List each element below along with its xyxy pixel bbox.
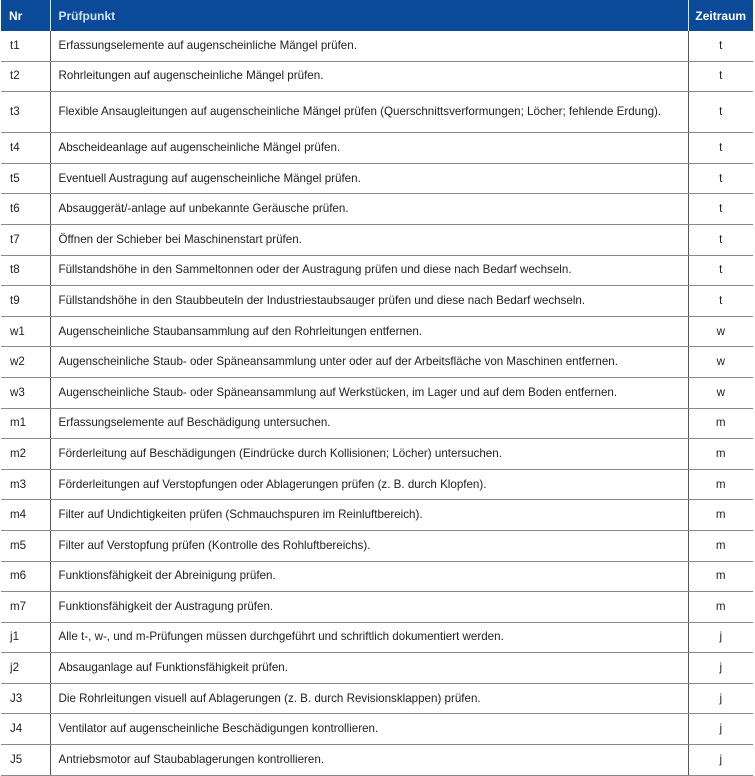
- row-zeitraum: j: [688, 745, 753, 776]
- row-zeitraum: m: [688, 439, 753, 470]
- table-row: [1, 592, 753, 623]
- row-pruefpunkt: Absauganlage auf Funktionsfähigkeit prüfen.: [50, 653, 688, 684]
- row-pruefpunkt: Filter auf Verstopfung prüfen (Kontrolle des Rohluftbereichs).: [50, 530, 688, 561]
- row-zeitraum: j: [688, 714, 753, 745]
- row-zeitraum: t: [688, 163, 753, 194]
- table-row: [1, 622, 753, 653]
- table-row: [1, 408, 753, 439]
- row-nr: J4: [1, 714, 50, 745]
- table-row: [1, 133, 753, 164]
- row-nr: t2: [1, 61, 50, 92]
- row-pruefpunkt: Funktionsfähigkeit der Abreinigung prüfen.: [50, 561, 688, 592]
- row-zeitraum: t: [688, 194, 753, 225]
- row-pruefpunkt: Absauggerät/-anlage auf unbekannte Geräusche prüfen.: [50, 194, 688, 225]
- row-zeitraum: t: [688, 61, 753, 92]
- row-nr: J5: [1, 745, 50, 776]
- table-row: [1, 163, 753, 194]
- maintenance-checklist-table: [1, 0, 753, 776]
- table-row: [1, 439, 753, 470]
- row-zeitraum: t: [688, 92, 753, 133]
- header-pruefpunkt: Prüfpunkt: [50, 0, 688, 31]
- row-zeitraum: m: [688, 592, 753, 623]
- header-row: [1, 0, 753, 31]
- row-nr: t4: [1, 133, 50, 164]
- table-row: [1, 255, 753, 286]
- row-zeitraum: j: [688, 683, 753, 714]
- row-nr: w3: [1, 377, 50, 408]
- row-nr: m7: [1, 592, 50, 623]
- row-zeitraum: m: [688, 469, 753, 500]
- table-row: [1, 224, 753, 255]
- row-nr: J3: [1, 683, 50, 714]
- table-row: [1, 653, 753, 684]
- row-nr: t8: [1, 255, 50, 286]
- table-row: [1, 286, 753, 317]
- row-nr: m3: [1, 469, 50, 500]
- row-pruefpunkt: Augenscheinliche Staubansammlung auf den Rohrleitungen entfernen.: [50, 316, 688, 347]
- row-zeitraum: w: [688, 316, 753, 347]
- row-pruefpunkt: Filter auf Undichtigkeiten prüfen (Schmauchspuren im Reinluftbereich).: [50, 500, 688, 531]
- row-pruefpunkt: Augenscheinliche Staub- oder Späneansammlung auf Werkstücken, im Lager und auf dem Boden entfernen.: [50, 377, 688, 408]
- row-pruefpunkt: Erfassungselemente auf augenscheinliche Mängel prüfen.: [50, 31, 688, 61]
- table-row: [1, 530, 753, 561]
- table-row: [1, 31, 753, 61]
- row-pruefpunkt: Förderleitung auf Beschädigungen (Eindrücke durch Kollisionen; Löcher) untersuchen.: [50, 439, 688, 470]
- row-nr: j1: [1, 622, 50, 653]
- table-row: [1, 316, 753, 347]
- header-nr: Nr: [1, 0, 50, 31]
- row-pruefpunkt: Alle t-, w-, und m-Prüfungen müssen durchgeführt und schriftlich dokumentiert werden.: [50, 622, 688, 653]
- table-row: [1, 194, 753, 225]
- row-pruefpunkt: Füllstandshöhe in den Sammeltonnen oder der Austragung prüfen und diese nach Bedarf wechseln.: [50, 255, 688, 286]
- row-pruefpunkt: Funktionsfähigkeit der Austragung prüfen.: [50, 592, 688, 623]
- table-row: [1, 61, 753, 92]
- row-pruefpunkt: Erfassungselemente auf Beschädigung untersuchen.: [50, 408, 688, 439]
- row-zeitraum: t: [688, 255, 753, 286]
- row-zeitraum: t: [688, 133, 753, 164]
- row-nr: t9: [1, 286, 50, 317]
- row-nr: w1: [1, 316, 50, 347]
- row-pruefpunkt: Die Rohrleitungen visuell auf Ablagerungen (z. B. durch Revisionsklappen) prüfen.: [50, 683, 688, 714]
- row-pruefpunkt: Füllstandshöhe in den Staubbeuteln der Industriestaubsauger prüfen und diese nach Bedarf wechseln.: [50, 286, 688, 317]
- row-zeitraum: w: [688, 377, 753, 408]
- row-zeitraum: j: [688, 622, 753, 653]
- row-nr: t1: [1, 31, 50, 61]
- row-nr: t7: [1, 224, 50, 255]
- row-zeitraum: w: [688, 347, 753, 378]
- row-nr: t5: [1, 163, 50, 194]
- row-nr: t6: [1, 194, 50, 225]
- row-nr: m5: [1, 530, 50, 561]
- table-row: [1, 377, 753, 408]
- row-zeitraum: m: [688, 408, 753, 439]
- row-zeitraum: t: [688, 286, 753, 317]
- header-zeitraum: Zeitraum: [688, 0, 753, 31]
- table-body: [1, 31, 753, 775]
- table-row: [1, 92, 753, 133]
- row-nr: m2: [1, 439, 50, 470]
- row-nr: m6: [1, 561, 50, 592]
- table-header: [1, 0, 753, 31]
- row-nr: m1: [1, 408, 50, 439]
- row-nr: w2: [1, 347, 50, 378]
- row-nr: j2: [1, 653, 50, 684]
- row-zeitraum: m: [688, 530, 753, 561]
- table-row: [1, 714, 753, 745]
- table-row: [1, 561, 753, 592]
- table-row: [1, 500, 753, 531]
- table-row: [1, 469, 753, 500]
- row-pruefpunkt: Flexible Ansaugleitungen auf augenscheinliche Mängel prüfen (Querschnittsverformungen; Löcher; fehlende Erdung).: [50, 92, 688, 133]
- row-nr: m4: [1, 500, 50, 531]
- row-nr: t3: [1, 92, 50, 133]
- table-row: [1, 347, 753, 378]
- row-pruefpunkt: Abscheideanlage auf augenscheinliche Mängel prüfen.: [50, 133, 688, 164]
- row-pruefpunkt: Ventilator auf augenscheinliche Beschädigungen kontrollieren.: [50, 714, 688, 745]
- row-zeitraum: t: [688, 31, 753, 61]
- row-pruefpunkt: Antriebsmotor auf Staubablagerungen kontrollieren.: [50, 745, 688, 776]
- row-zeitraum: t: [688, 224, 753, 255]
- table-row: [1, 683, 753, 714]
- table-row: [1, 745, 753, 776]
- row-pruefpunkt: Eventuell Austragung auf augenscheinliche Mängel prüfen.: [50, 163, 688, 194]
- row-pruefpunkt: Augenscheinliche Staub- oder Späneansammlung unter oder auf der Arbeitsfläche von Maschinen entfernen.: [50, 347, 688, 378]
- row-zeitraum: m: [688, 500, 753, 531]
- row-zeitraum: j: [688, 653, 753, 684]
- row-pruefpunkt: Förderleitungen auf Verstopfungen oder Ablagerungen prüfen (z. B. durch Klopfen).: [50, 469, 688, 500]
- row-pruefpunkt: Öffnen der Schieber bei Maschinenstart prüfen.: [50, 224, 688, 255]
- row-pruefpunkt: Rohrleitungen auf augenscheinliche Mängel prüfen.: [50, 61, 688, 92]
- row-zeitraum: m: [688, 561, 753, 592]
